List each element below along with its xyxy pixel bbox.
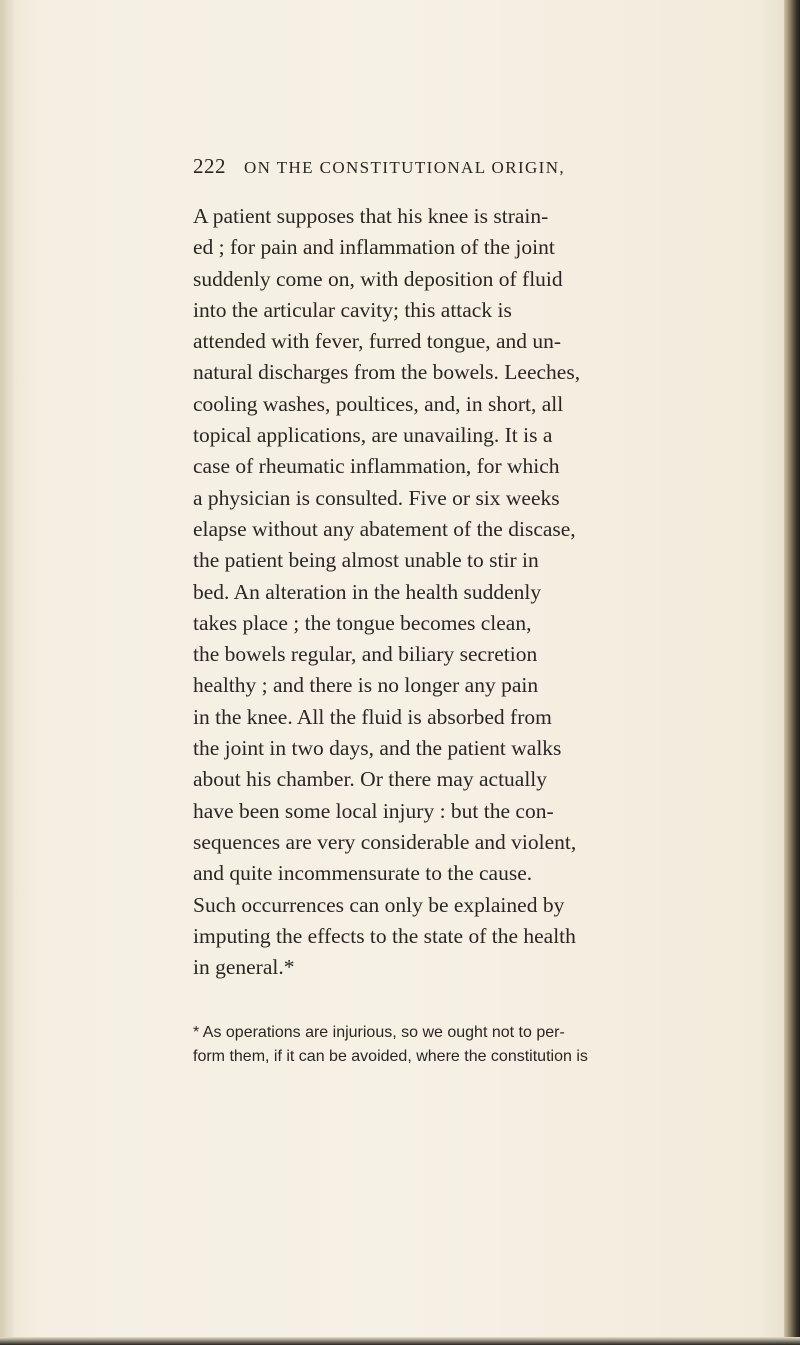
text-line: Such occurrences can only be explained by bbox=[193, 892, 565, 917]
text-line: sequences are very considerable and violent, bbox=[193, 829, 577, 854]
text-line: the patient being almost unable to stir in bbox=[193, 548, 539, 573]
text-line: A patient supposes that his knee is strain- bbox=[193, 204, 549, 228]
text-line: healthy ; and there is no longer any pain bbox=[193, 673, 539, 698]
text-line: a physician is consulted. Five or six weeks bbox=[193, 485, 560, 510]
text-line: natural discharges from the bowels. Leeches, bbox=[193, 360, 581, 385]
footnote-line: * As operations are injurious, so we ought not to per- bbox=[193, 1024, 565, 1041]
page-number: 222 bbox=[193, 154, 226, 178]
footnote-line: form them, if it can be avoided, where the constitution is bbox=[193, 1047, 588, 1065]
text-line: in the knee. All the fluid is absorbed from bbox=[193, 704, 552, 729]
page-left-edge bbox=[0, 0, 14, 1345]
text-line: attended with fever, furred tongue, and un- bbox=[193, 329, 562, 354]
text-line: about his chamber. Or there may actually bbox=[193, 767, 548, 792]
text-line: have been some local injury : but the con- bbox=[193, 798, 554, 823]
text-line: into the articular cavity; this attack is bbox=[193, 297, 512, 322]
running-head bbox=[193, 154, 565, 184]
text-line: topical applications, are unavailing. It is a bbox=[193, 423, 553, 448]
text-line: and quite incommensurate to the cause. bbox=[193, 861, 533, 886]
text-line: case of rheumatic inflammation, for which bbox=[193, 454, 560, 479]
text-line: the joint in two days, and the patient walks bbox=[193, 736, 562, 761]
footnote bbox=[193, 1021, 713, 1068]
text-line: imputing the effects to the state of the health bbox=[193, 923, 576, 948]
text-line: ed ; for pain and inflammation of the joint bbox=[193, 235, 555, 260]
page-binding-edge bbox=[784, 0, 800, 1345]
body-paragraph bbox=[193, 201, 713, 983]
text-line: in general.* bbox=[193, 955, 295, 980]
text-line: the bowels regular, and biliary secretion bbox=[193, 642, 538, 667]
text-line: bed. An alteration in the health suddenly bbox=[193, 579, 542, 604]
text-line: suddenly come on, with deposition of fluid bbox=[193, 266, 563, 291]
text-line: elapse without any abatement of the discase, bbox=[193, 516, 576, 541]
page-bottom-edge bbox=[0, 1337, 800, 1345]
text-line: takes place ; the tongue becomes clean, bbox=[193, 610, 532, 635]
running-head-title: ON THE CONSTITUTIONAL ORIGIN, bbox=[244, 158, 566, 177]
text-line: cooling washes, poultices, and, in short, all bbox=[193, 391, 564, 416]
